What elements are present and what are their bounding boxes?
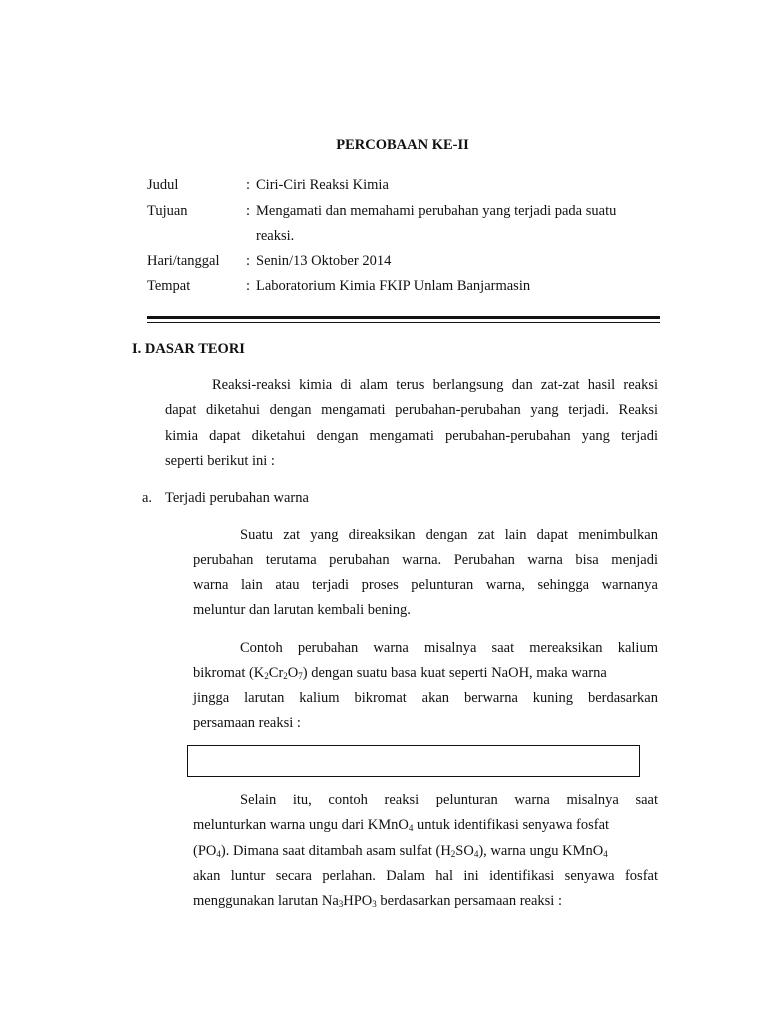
paragraph-line: Contoh perubahan warna misalnya saat mereaksikan kalium bbox=[240, 640, 658, 656]
subscript: 7 bbox=[298, 671, 303, 681]
paragraph-line: meluntur dan larutan kembali bening. bbox=[193, 602, 411, 618]
text-run: untuk identifikasi senyawa fosfat bbox=[413, 817, 610, 833]
paragraph-line: kimia dapat diketahui dengan mengamati perubahan-perubahan yang terjadi bbox=[165, 428, 658, 444]
paragraph-line: Suatu zat yang direaksikan dengan zat lain dapat menimbulkan bbox=[240, 527, 658, 543]
subscript: 3 bbox=[338, 899, 344, 909]
meta-colon: : bbox=[246, 253, 251, 269]
text-run: ) dengan suatu basa kuat seperti NaOH, maka warna bbox=[302, 665, 607, 681]
subscript: 4 bbox=[473, 849, 479, 859]
paragraph-line bbox=[193, 817, 609, 834]
list-marker: a. bbox=[142, 490, 153, 506]
list-item-title: Terjadi perubahan warna bbox=[165, 490, 309, 506]
paragraph-line: Selain itu, contoh reaksi pelunturan warna misalnya saat bbox=[240, 792, 658, 808]
text-run: ), warna ungu KMnO bbox=[478, 843, 604, 859]
meta-value-tujuan-cont: reaksi. bbox=[256, 228, 295, 244]
paragraph-line: akan luntur secara perlahan. Dalam hal ini identifikasi senyawa fosfat bbox=[193, 868, 658, 884]
text-run: bikromat (K bbox=[193, 665, 265, 681]
paragraph-line bbox=[193, 893, 562, 910]
subscript: 2 bbox=[450, 849, 456, 859]
meta-value-tempat: Laboratorium Kimia FKIP Unlam Banjarmasin bbox=[256, 278, 531, 294]
divider-thick bbox=[147, 316, 660, 319]
subscript: 4 bbox=[216, 849, 221, 859]
subscript: 3 bbox=[372, 899, 377, 909]
meta-colon: : bbox=[246, 203, 251, 219]
divider-thin bbox=[147, 322, 660, 323]
meta-value-hari-tanggal: Senin/13 Oktober 2014 bbox=[256, 253, 392, 269]
subscript: 2 bbox=[264, 671, 269, 681]
paragraph-line: dapat diketahui dengan mengamati perubahan-perubahan yang terjadi. Reaksi bbox=[165, 402, 658, 418]
equation-box bbox=[187, 745, 640, 777]
subscript: 2 bbox=[283, 671, 288, 681]
text-run: menggunakan larutan Na bbox=[193, 893, 339, 909]
paragraph-line: persamaan reaksi : bbox=[193, 715, 301, 731]
paragraph-line bbox=[193, 843, 608, 860]
text-run: HPO bbox=[343, 893, 373, 909]
paragraph-line: Reaksi-reaksi kimia di alam terus berlangsung dan zat-zat hasil reaksi bbox=[212, 377, 658, 393]
paragraph-line: jingga larutan kalium bikromat akan berwarna kuning berdasarkan bbox=[193, 690, 658, 706]
page-title: PERCOBAAN KE-II bbox=[336, 137, 469, 153]
text-run: SO bbox=[455, 843, 474, 859]
paragraph-line bbox=[193, 665, 658, 682]
meta-label-tempat: Tempat bbox=[147, 278, 191, 294]
meta-label-judul: Judul bbox=[147, 177, 179, 193]
meta-colon: : bbox=[246, 177, 251, 193]
meta-value-tujuan: Mengamati dan memahami perubahan yang terjadi pada suatu bbox=[256, 203, 617, 219]
text-run: (PO bbox=[193, 843, 217, 859]
meta-colon: : bbox=[246, 278, 251, 294]
paragraph-line: seperti berikut ini : bbox=[165, 453, 275, 469]
section-heading: I. DASAR TEORI bbox=[132, 341, 245, 357]
text-run: ). Dimana saat ditambah asam sulfat (H bbox=[220, 843, 451, 859]
paragraph-line: warna lain atau terjadi proses pelunturan warna, sehingga warnanya bbox=[193, 577, 658, 593]
subscript: 4 bbox=[603, 849, 608, 859]
meta-label-hari-tanggal: Hari/tanggal bbox=[147, 253, 220, 269]
text-run: O bbox=[287, 665, 299, 681]
text-run: berdasarkan persamaan reaksi : bbox=[376, 893, 562, 909]
meta-label-tujuan: Tujuan bbox=[147, 203, 188, 219]
text-run: Cr bbox=[268, 665, 284, 681]
meta-value-judul: Ciri-Ciri Reaksi Kimia bbox=[256, 177, 389, 193]
text-run: melunturkan warna ungu dari KMnO bbox=[193, 817, 409, 833]
subscript: 4 bbox=[408, 823, 414, 833]
paragraph-line: perubahan terutama perubahan warna. Perubahan warna bisa menjadi bbox=[193, 552, 658, 568]
